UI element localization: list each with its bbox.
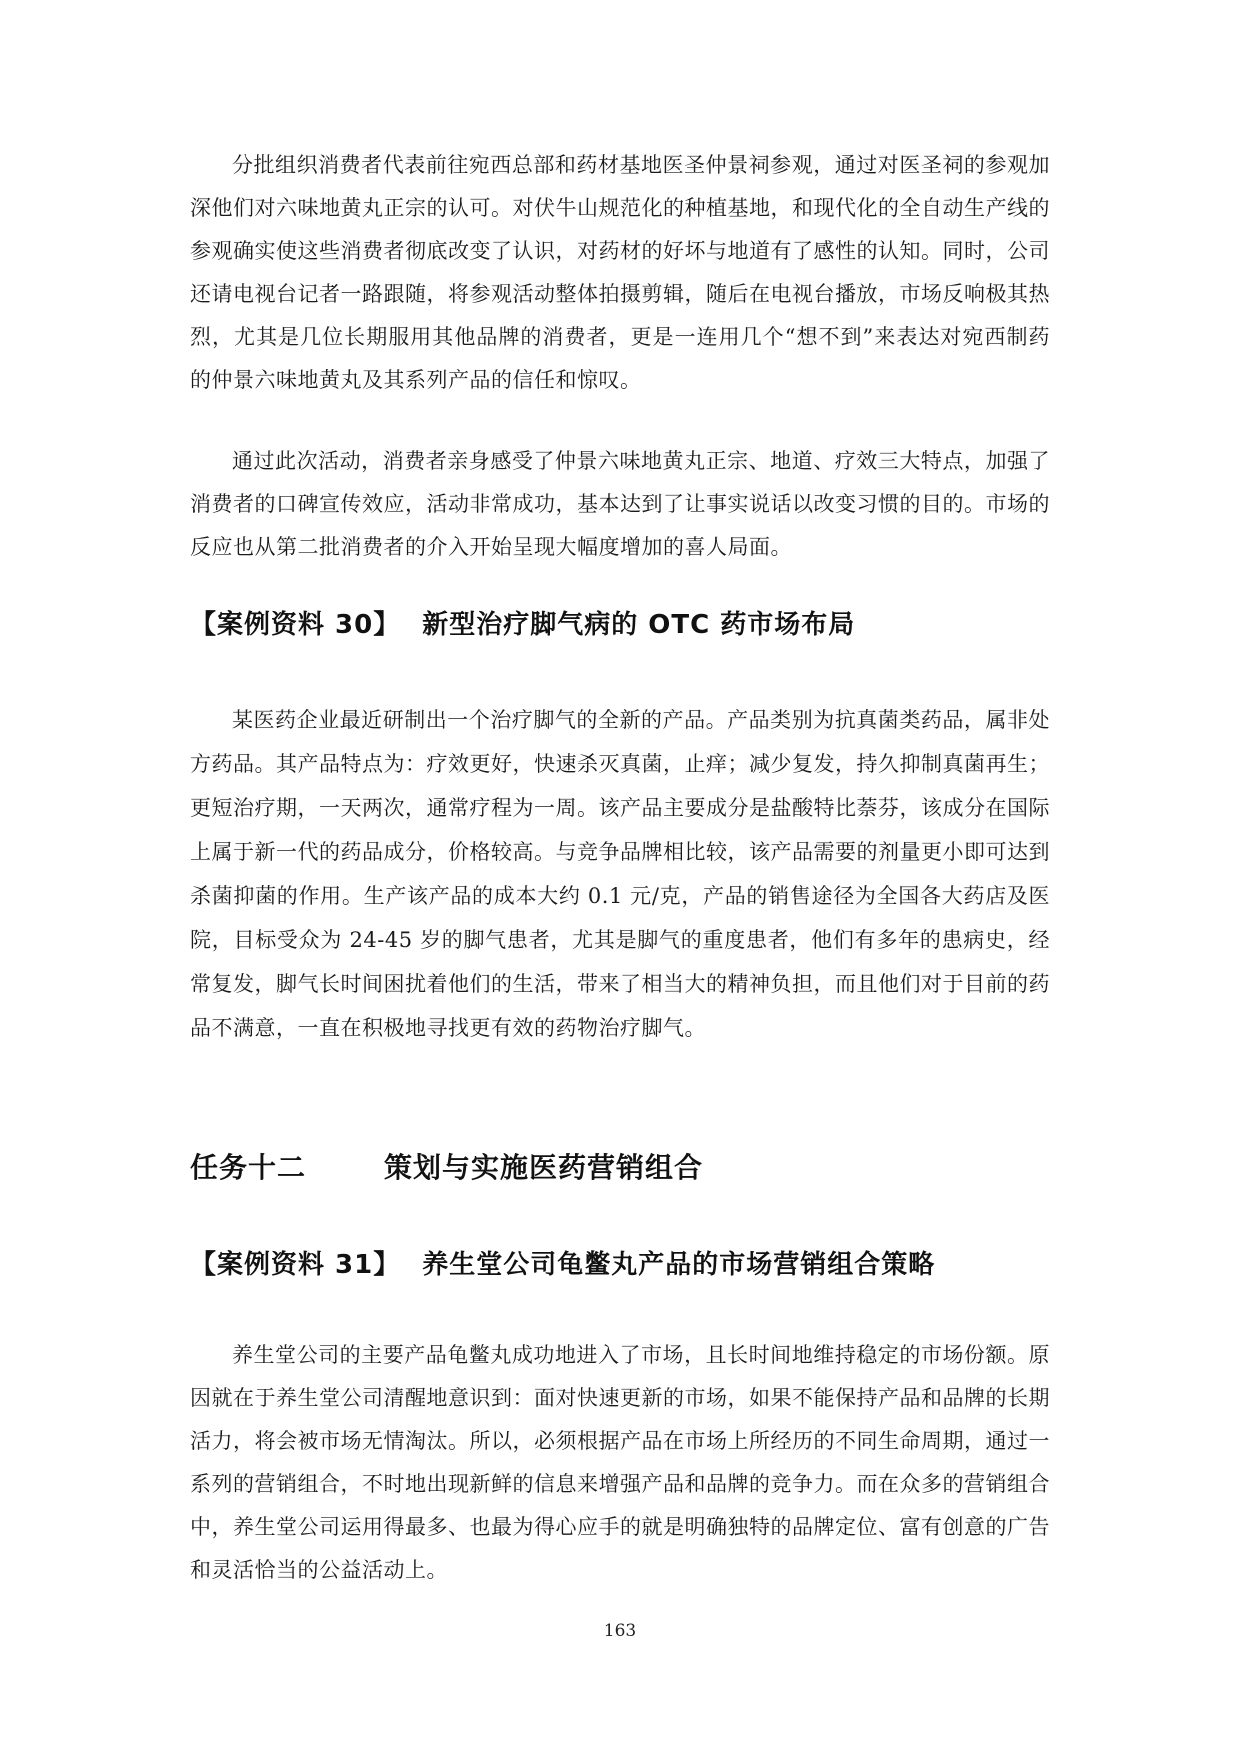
case-30-title: 新型治疗脚气病的 OTC 药市场布局 [422,610,856,640]
task-12-label: 任务十二 [190,1151,307,1184]
task-12-heading [190,1146,703,1186]
case-30-label: 【案例资料 30】 [190,610,401,640]
task-12-title: 策划与实施医药营销组合 [384,1151,704,1184]
paragraph-yangshengtang-strategy: 养生堂公司的主要产品龟鳖丸成功地进入了市场，且长时间地维持稳定的市场份额。原因就在于养生堂公司清醒地意识到：面对快速更新的市场，如果不能保持产品和品牌的长期活力，将会被市场无情淘汰。所以，必须根据产品在市场上所经历的不同生命周期，通过一系列的营销组合，不时地出现新鲜的信息来增强产品和品牌的竞争力。而在众多的营销组合中，养生堂公司运用得最多、也最为得心应手的就是明确独特的品牌定位、富有创意的广告和灵活恰当的公益活动上。 [190,1343,1050,1582]
case-31-title: 养生堂公司龟鳖丸产品的市场营销组合策略 [422,1250,936,1280]
paragraph-athletes-foot-product: 某医药企业最近研制出一个治疗脚气的全新的产品。产品类别为抗真菌类药品，属非处方药品。其产品特点为：疗效更好，快速杀灭真菌，止痒；减少复发，持久抑制真菌再生；更短治疗期，一天两次，通常疗程为一周。该产品主要成分是盐酸特比萘芬，该成分在国际上属于新一代的药品成分，价格较高。与竞争品牌相比较，该产品需要的剂量更小即可达到杀菌抑菌的作用。生产该产品的成本大约 0.1 元/克，产品的销售途径为全国各大药店及医院，目标受众为 24-45 岁的脚气患者，尤其是脚气的重度患者，他们有多年的患病史，经常复发，脚气长时间困扰着他们的生活，带来了相当大的精神负担，而且他们对于目前的药品不满意，一直在积极地寻找更有效的药物治疗脚气。 [190,708,1050,1040]
case-31-label: 【案例资料 31】 [190,1250,401,1280]
paragraph-activity-result: 通过此次活动，消费者亲身感受了仲景六味地黄丸正宗、地道、疗效三大特点，加强了消费者的口碑宣传效应，活动非常成功，基本达到了让事实说话以改变习惯的目的。市场的反应也从第二批消费者的介入开始呈现大幅度增加的喜人局面。 [190,449,1050,559]
paragraph-visit-activity: 分批组织消费者代表前往宛西总部和药材基地医圣仲景祠参观，通过对医圣祠的参观加深他们对六味地黄丸正宗的认可。对伏牛山规范化的种植基地，和现代化的全自动生产线的参观确实使这些消费者彻底改变了认识，对药材的好坏与地道有了感性的认知。同时，公司还请电视台记者一路跟随，将参观活动整体拍摄剪辑，随后在电视台播放，市场反响极其热烈，尤其是几位长期服用其他品牌的消费者，更是一连用几个“想不到”来表达对宛西制药的仲景六味地黄丸及其系列产品的信任和惊叹。 [190,153,1050,392]
case-31-heading [190,1244,935,1281]
case-30-heading [190,604,855,641]
page-number: 163 [603,1621,637,1641]
